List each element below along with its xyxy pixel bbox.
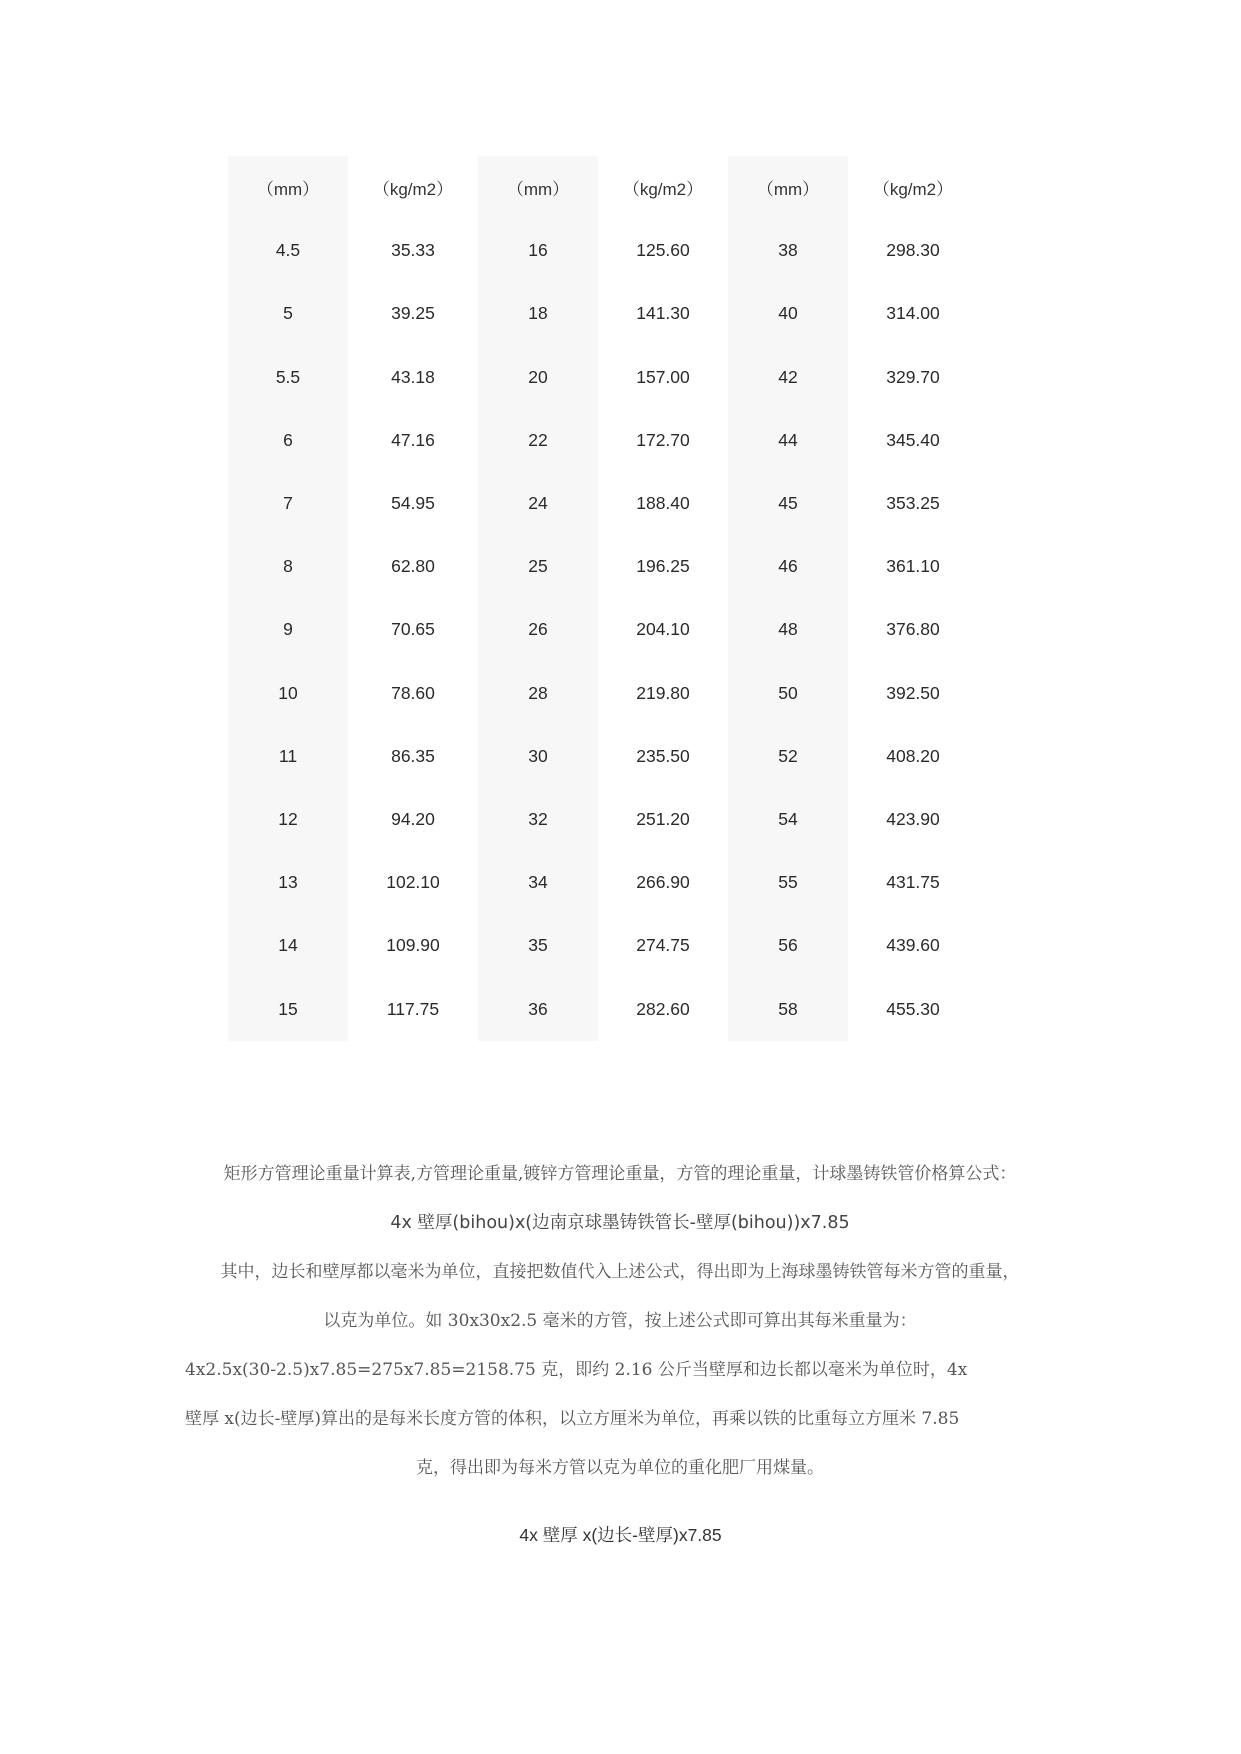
article-text (185, 1150, 1055, 1493)
article-line-1: 矩形方管理论重量计算表,方管理论重量,镀锌方管理论重量，方管的理论重量，计球墨铸铁管价格算公式： (223, 1164, 1017, 1184)
table-cell: 50 (728, 662, 848, 725)
table-cell: 157.00 (598, 346, 728, 409)
table-cell: 15 (228, 977, 348, 1040)
table-cell: 7 (228, 472, 348, 535)
table-cell: 361.10 (848, 535, 978, 598)
table-cell: 30 (478, 725, 598, 788)
table-cell: 408.20 (848, 725, 978, 788)
table-cell: 5.5 (228, 346, 348, 409)
weight-table-body (228, 156, 978, 1041)
table-row (228, 977, 978, 1040)
table-header-cell: （kg/m2） (848, 156, 978, 219)
table-cell: 266.90 (598, 851, 728, 914)
article-line-5: 4x2.5x(30-2.5)x7.85=275x7.85=2158.75 克，即约 2.16 公斤当壁厚和边长都以毫米为单位时，4x (185, 1360, 968, 1380)
table-cell: 282.60 (598, 977, 728, 1040)
table-cell: 251.20 (598, 788, 728, 851)
table-cell: 392.50 (848, 662, 978, 725)
final-formula: 4x 壁厚 x(边长-壁厚)x7.85 (519, 1525, 722, 1545)
table-cell: 431.75 (848, 851, 978, 914)
table-cell: 329.70 (848, 346, 978, 409)
table-cell: 188.40 (598, 472, 728, 535)
table-cell: 314.00 (848, 282, 978, 345)
table-cell: 353.25 (848, 472, 978, 535)
article-line-4: 以克为单位。如 30x30x2.5 毫米的方管，按上述公式即可算出其每米重量为： (323, 1311, 917, 1331)
table-cell: 12 (228, 788, 348, 851)
table-cell: 42 (728, 346, 848, 409)
table-cell: 125.60 (598, 219, 728, 282)
article-formula: 4x 壁厚(bihou)x(边南京球墨铸铁管长-壁厚(bihou))x7.85 (390, 1213, 850, 1233)
table-cell: 298.30 (848, 219, 978, 282)
table-cell: 58 (728, 977, 848, 1040)
table-cell: 62.80 (348, 535, 478, 598)
table-row (228, 914, 978, 977)
table-cell: 4.5 (228, 219, 348, 282)
table-cell: 16 (478, 219, 598, 282)
table-cell: 52 (728, 725, 848, 788)
table-cell: 44 (728, 409, 848, 472)
table-cell: 196.25 (598, 535, 728, 598)
table-cell: 274.75 (598, 914, 728, 977)
table-header-cell: （kg/m2） (598, 156, 728, 219)
table-cell: 376.80 (848, 598, 978, 661)
article-line-3: 其中，边长和壁厚都以毫米为单位，直接把数值代入上述公式，得出即为上海球墨铸铁管每米方管的重量， (220, 1262, 1020, 1282)
table-cell: 102.10 (348, 851, 478, 914)
table-cell: 35.33 (348, 219, 478, 282)
table-cell: 455.30 (848, 977, 978, 1040)
table-cell: 40 (728, 282, 848, 345)
table-row (228, 346, 978, 409)
table-cell: 219.80 (598, 662, 728, 725)
table-cell: 109.90 (348, 914, 478, 977)
weight-table (228, 156, 978, 1041)
table-cell: 13 (228, 851, 348, 914)
table-row (228, 598, 978, 661)
table-cell: 48 (728, 598, 848, 661)
table-cell: 55 (728, 851, 848, 914)
table-row (228, 851, 978, 914)
table-row (228, 725, 978, 788)
table-row (228, 409, 978, 472)
table-cell: 117.75 (348, 977, 478, 1040)
table-cell: 36 (478, 977, 598, 1040)
table-cell: 423.90 (848, 788, 978, 851)
table-cell: 94.20 (348, 788, 478, 851)
table-cell: 439.60 (848, 914, 978, 977)
table-cell: 204.10 (598, 598, 728, 661)
table-cell: 9 (228, 598, 348, 661)
table-cell: 39.25 (348, 282, 478, 345)
table-cell: 35 (478, 914, 598, 977)
table-cell: 11 (228, 725, 348, 788)
table-row (228, 472, 978, 535)
table-cell: 345.40 (848, 409, 978, 472)
table-header-cell: （kg/m2） (348, 156, 478, 219)
table-cell: 22 (478, 409, 598, 472)
table-cell: 172.70 (598, 409, 728, 472)
table-row (228, 535, 978, 598)
table-cell: 28 (478, 662, 598, 725)
table-header-cell: （mm） (478, 156, 598, 219)
table-cell: 20 (478, 346, 598, 409)
table-cell: 47.16 (348, 409, 478, 472)
table-cell: 32 (478, 788, 598, 851)
article-line-7: 克，得出即为每米方管以克为单位的重化肥厂用煤量。 (416, 1458, 824, 1478)
table-cell: 26 (478, 598, 598, 661)
table-row (228, 219, 978, 282)
table-cell: 86.35 (348, 725, 478, 788)
table-cell: 10 (228, 662, 348, 725)
table-cell: 46 (728, 535, 848, 598)
table-header-row (228, 156, 978, 219)
table-header-cell: （mm） (228, 156, 348, 219)
table-cell: 24 (478, 472, 598, 535)
table-cell: 38 (728, 219, 848, 282)
table-cell: 235.50 (598, 725, 728, 788)
table-cell: 34 (478, 851, 598, 914)
table-row (228, 662, 978, 725)
table-cell: 14 (228, 914, 348, 977)
table-cell: 5 (228, 282, 348, 345)
table-cell: 54.95 (348, 472, 478, 535)
table-cell: 141.30 (598, 282, 728, 345)
table-header-cell: （mm） (728, 156, 848, 219)
table-cell: 18 (478, 282, 598, 345)
table-cell: 54 (728, 788, 848, 851)
table-cell: 78.60 (348, 662, 478, 725)
table-cell: 56 (728, 914, 848, 977)
article-line-6: 壁厚 x(边长-壁厚)算出的是每米长度方管的体积，以立方厘米为单位，再乘以铁的比重每立方厘米 7.85 (185, 1409, 960, 1429)
table-cell: 25 (478, 535, 598, 598)
table-cell: 45 (728, 472, 848, 535)
table-cell: 6 (228, 409, 348, 472)
table-row (228, 788, 978, 851)
table-cell: 43.18 (348, 346, 478, 409)
table-cell: 8 (228, 535, 348, 598)
table-cell: 70.65 (348, 598, 478, 661)
table-row (228, 282, 978, 345)
